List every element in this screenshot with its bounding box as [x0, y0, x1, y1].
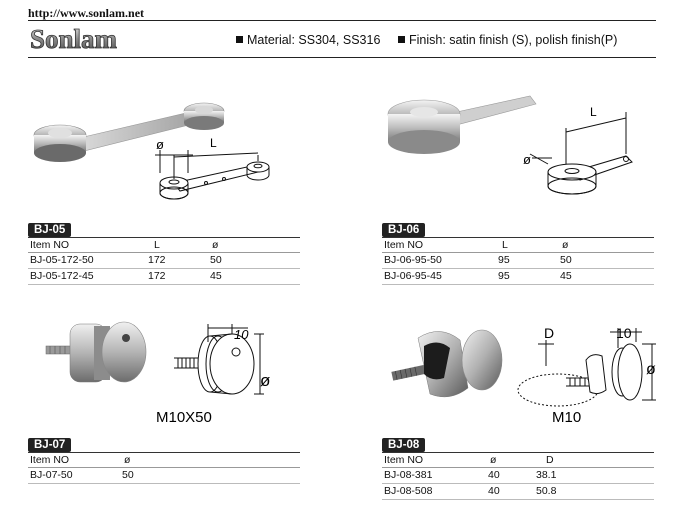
bj-05-dia-label: ø: [156, 137, 164, 152]
website-url: http://www.sonlam.net: [28, 6, 145, 20]
bj-08-thread-label: M10: [552, 409, 582, 426]
table-row: BJ-08-508 40 50.8: [382, 484, 654, 500]
table-header-row: Item NO ø: [28, 452, 300, 468]
bj-08-d-label: D: [544, 325, 555, 341]
material-spec: Material: SS304, SS316: [236, 33, 380, 47]
table-header-row: Item NO L ø: [28, 237, 300, 253]
bj-07-spec-table: [28, 438, 300, 484]
bj-06-code-tag: BJ-06: [382, 223, 425, 237]
bj-07-illustration: [28, 318, 308, 430]
bj-08-width-label: 10: [616, 325, 632, 341]
bj-05-code-tag: BJ-05: [28, 223, 71, 237]
table-row: BJ-05-172-45 172 45: [28, 269, 300, 285]
bj-06-spec-table: [382, 223, 654, 285]
bj-05-illustration: [28, 95, 308, 220]
table-row: BJ-08-381 40 38.1: [382, 468, 654, 484]
bj-07-thread-label: M10X50: [156, 409, 212, 426]
bj-08-illustration: [380, 318, 665, 430]
bj-08-dia-label: ø: [646, 361, 656, 378]
table-header-row: Item NO ø D: [382, 452, 654, 468]
table-row: BJ-06-95-45 95 45: [382, 269, 654, 285]
header-top-rule: [28, 20, 656, 21]
bj-08-spec-table: [382, 438, 654, 500]
bj-07-code-tag: BJ-07: [28, 438, 71, 452]
table-row: BJ-05-172-50 172 50: [28, 253, 300, 269]
table-row: BJ-06-95-50 95 50: [382, 253, 654, 269]
bj-05-spec-table: [28, 223, 300, 285]
sonlam-logo: [28, 26, 178, 52]
bj-06-dia-label: ø: [523, 152, 531, 167]
bj-07-dia-label: ø: [260, 371, 271, 390]
bj-06-illustration: [380, 92, 660, 217]
finish-spec: Finish: satin finish (S), polish finish(P): [398, 33, 617, 47]
table-header-row: Item NO L ø: [382, 237, 654, 253]
bj-08-code-tag: BJ-08: [382, 438, 425, 452]
bj-07-width-label: 10: [234, 327, 249, 342]
bj-06-length-label: L: [590, 105, 597, 119]
header-bottom-rule: [28, 57, 656, 58]
table-row: BJ-07-50 50: [28, 468, 300, 484]
svg-text:Sonlam: Sonlam: [30, 26, 118, 52]
bj-05-length-label: L: [210, 136, 217, 150]
